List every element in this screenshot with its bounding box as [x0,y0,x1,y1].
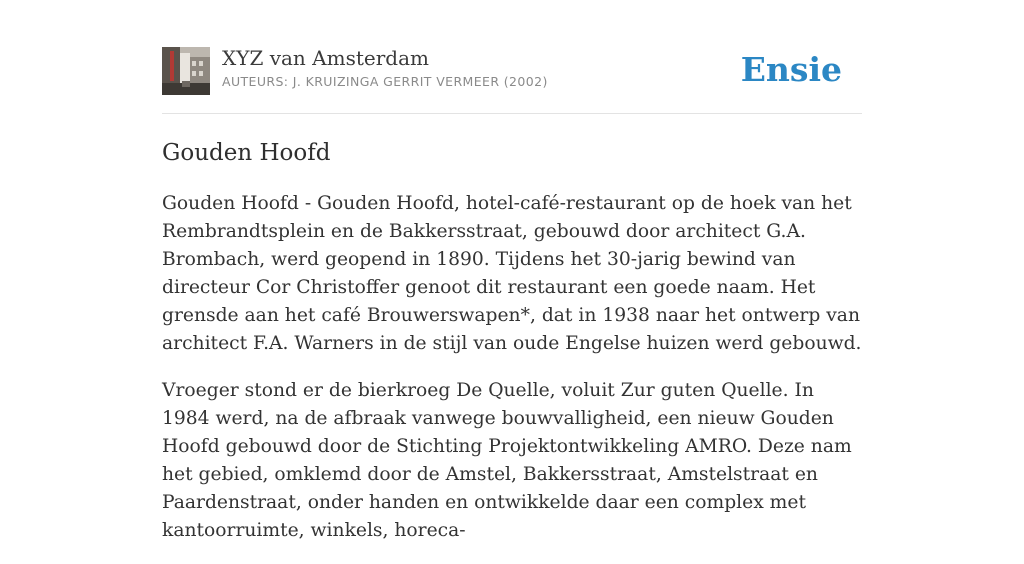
book-header [162,46,862,96]
entry-title: Gouden Hoofd [162,140,331,166]
book-cover-avatar[interactable] [162,47,210,95]
header-divider [162,113,862,114]
entry-body [162,190,862,564]
book-title[interactable]: XYZ van Amsterdam [222,46,429,70]
street-photo-icon [162,47,210,95]
entry-paragraph: Vroeger stond er de bierkroeg De Quelle, voluit Zur guten Quelle. In 1984 werd, na de afbraak vanwege bouwvalligheid, een nieuw Gouden Hoofd gebouwd door de Stichting Projektontwikkeling AMRO. Deze nam het gebied, omklemd door de Amstel, Bakkersstraat, Amstelstraat en Paardenstraat, onder handen en ontwikkelde daar een complex met kantoorruimte, winkels, horeca- [162,380,852,541]
book-authors: AUTEURS: J. KRUIZINGA GERRIT VERMEER (2002) [222,74,548,89]
entry-paragraph: Gouden Hoofd - Gouden Hoofd, hotel-café-restaurant op de hoek van het Rembrandtsplein en de Bakkersstraat, gebouwd door architect G.A. Brombach, werd geopend in 1890. Tijdens het 30-jarig bewind van directeur Cor Christoffer genoot dit restaurant een goede naam. Het grensde aan het café Brouwerswapen*, dat in 1938 naar het ontwerp van architect F.A. Warners in de stijl van oude Engelse huizen werd gebouwd. [162,193,862,354]
ensie-logo[interactable]: Ensie [740,50,842,89]
